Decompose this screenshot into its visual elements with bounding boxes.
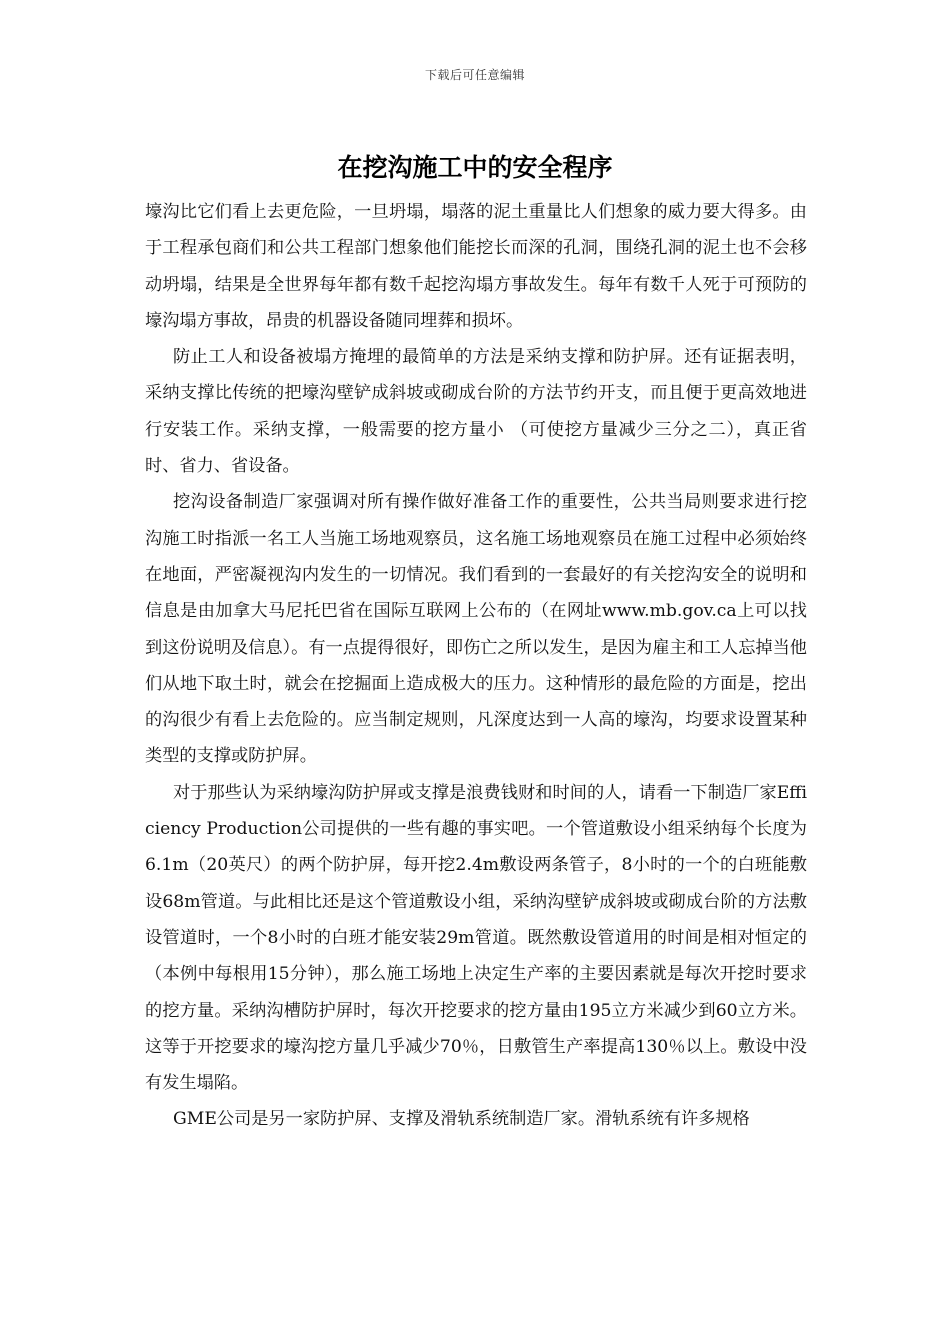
paragraph-1: 壕沟比它们看上去更危险，一旦坍塌，塌落的泥土重量比人们想象的威力要大得多。由于工程承包商们和公共工程部门想象他们能挖长而深的孔洞，围绕孔洞的泥土也不会移动坍塌，结果是全世界每年都有数千起挖沟塌方事故发生。每年有数千人死于可预防的壕沟塌方事故，昂贵的机器设备随同埋葬和损坏。 [145, 202, 807, 331]
paragraph-3: 挖沟设备制造厂家强调对所有操作做好准备工作的重要性，公共当局则要求进行挖沟施工时指派一名工人当施工场地观察员，这名施工场地观察员在施工过程中必须始终在地面，严密凝视沟内发生的一切情况。我们看到的一套最好的有关挖沟安全的说明和信息是由加拿大马尼托巴省在国际互联网上公布的（在网址www.mb.gov.ca上可以找到这份说明及信息）。有一点提得很好，即伤亡之所以发生，是因为雇主和工人忘掉当他们从地下取土时，就会在挖掘面上造成极大的压力。这种情形的最危险的方面是，挖出的沟很少有看上去危险的。应当制定规则，凡深度达到一人高的壕沟，均要求设置某种类型的支撑或防护屏。 [145, 492, 807, 767]
header-note: 下载后可任意编辑 [424, 68, 525, 82]
paragraph-4: 对于那些认为采纳壕沟防护屏或支撑是浪费钱财和时间的人，请看一下制造厂家Efficiency Production公司提供的一些有趣的事实吧。一个管道敷设小组采纳每个长度为6.1m（20英尺）的两个防护屏，每开挖2.4m敷设两条管子，8小时的一个的白班能敷设68m管道。与此相比还是这个管道敷设小组，采纳沟壁铲成斜坡或砌成台阶的方法敷设管道时，一个8小时的白班才能安装29m管道。既然敷设管道用的时间是相对恒定的（本例中每根用15分钟），那么施工场地上决定生产率的主要因素就是每次开挖时要求的挖方量。采纳沟槽防护屏时，每次开挖要求的挖方量由195立方米减少到60立方米。这等于开挖要求的壕沟挖方量几乎减少70％，日敷管生产率提高130％以上。敷设中没有发生塌陷。 [145, 782, 807, 1094]
paragraph-2: 防止工人和设备被塌方掩埋的最简单的方法是采纳支撑和防护屏。还有证据表明，采纳支撑比传统的把壕沟壁铲成斜坡或砌成台阶的方法节约开支，而且便于更高效地进行安装工作。采纳支撑，一般需要的挖方量小 （可使挖方量减少三分之二），真正省时、省力、省设备。 [145, 347, 807, 477]
paragraph-5: GME公司是另一家防护屏、支撑及滑轨系统制造厂家。滑轨系统有许多规格 [173, 1109, 750, 1130]
document-body [145, 194, 807, 1138]
document-title: 在挖沟施工中的安全程序 [337, 153, 613, 182]
